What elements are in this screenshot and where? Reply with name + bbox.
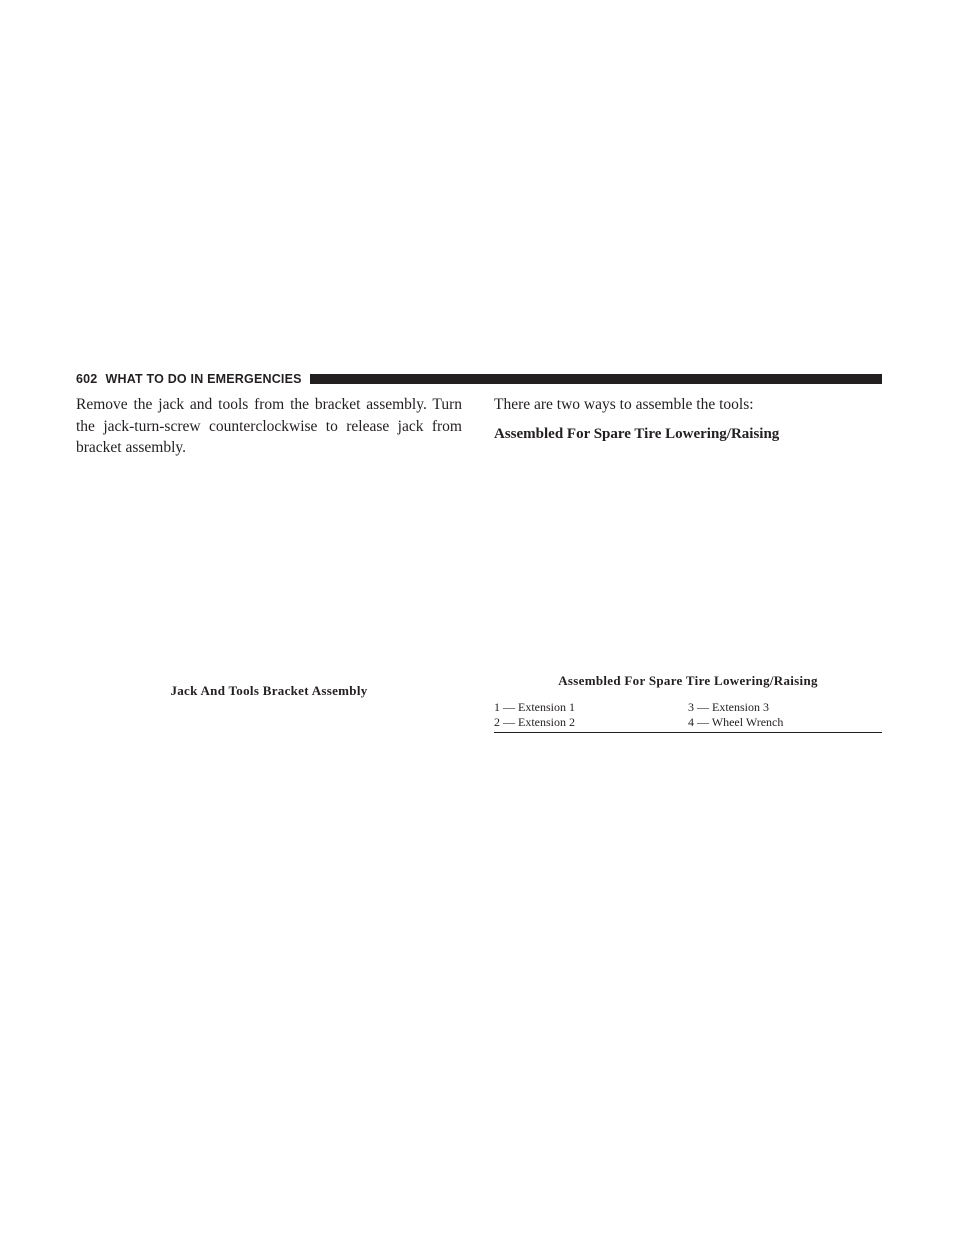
page-number: 602 bbox=[76, 372, 98, 386]
legend-item: 2 — Extension 2 bbox=[494, 714, 575, 729]
legend-item: 4 — Wheel Wrench bbox=[688, 714, 784, 729]
legend-row bbox=[494, 715, 882, 730]
legend-item: 3 — Extension 3 bbox=[688, 700, 769, 714]
header-rule-bar bbox=[310, 374, 882, 384]
intro-paragraph: There are two ways to assemble the tools: bbox=[494, 396, 754, 413]
spare-tire-tools-figure-area bbox=[494, 450, 882, 668]
legend-row bbox=[494, 700, 882, 715]
legend-item: 1 — Extension 1 bbox=[494, 700, 575, 714]
spare-tire-figure-caption: Assembled For Spare Tire Lowering/Raising bbox=[558, 673, 818, 688]
figure-legend bbox=[494, 700, 882, 733]
instruction-paragraph: Remove the jack and tools from the bracket assembly. Turn the jack-turn-screw counterclockwise to release jack from bracket assembly. bbox=[76, 396, 462, 456]
section-title: WHAT TO DO IN EMERGENCIES bbox=[105, 372, 302, 386]
jack-bracket-figure-caption: Jack And Tools Bracket Assembly bbox=[170, 683, 368, 698]
page-header bbox=[76, 371, 882, 387]
subheading: Assembled For Spare Tire Lowering/Raising bbox=[494, 425, 780, 442]
right-column bbox=[494, 394, 882, 444]
jack-bracket-figure-area bbox=[76, 450, 462, 668]
left-column bbox=[76, 394, 462, 459]
